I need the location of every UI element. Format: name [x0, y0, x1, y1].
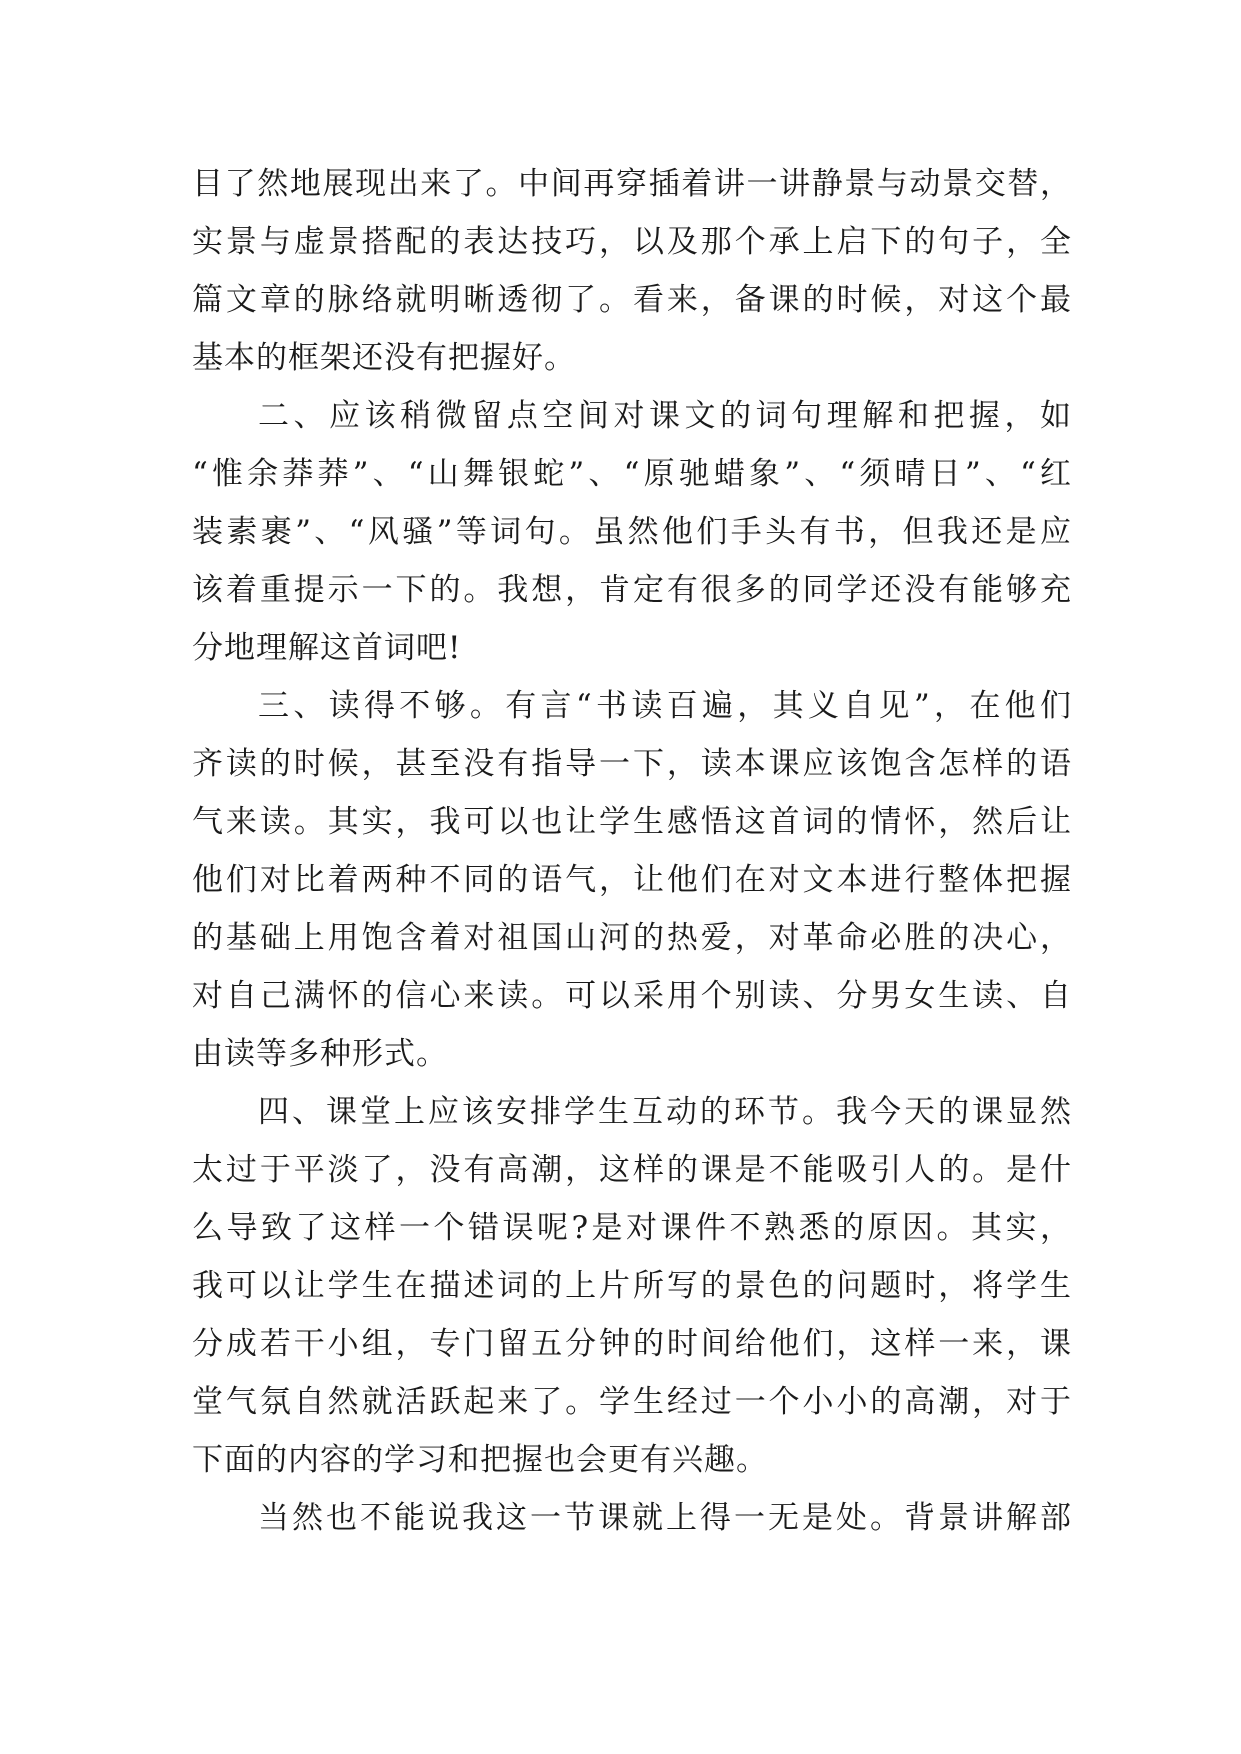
paragraph-start-line: 四、课堂上应该安排学生互动的环节。我今天的课显然 [258, 1094, 1072, 1130]
text-line: 我可以让学生在描述词的上片所写的景色的问题时，将学生 [192, 1268, 1072, 1304]
text-line: 堂气氛自然就活跃起来了。学生经过一个小小的高潮，对于 [192, 1384, 1072, 1420]
text-line: 该着重提示一下的。我想，肯定有很多的同学还没有能够充 [192, 572, 1072, 608]
text-line: 气来读。其实，我可以也让学生感悟这首词的情怀，然后让 [192, 804, 1072, 840]
text-line: 目了然地展现出来了。中间再穿插着讲一讲静景与动景交替， [192, 166, 1072, 202]
text-line: 齐读的时候，甚至没有指导一下，读本课应该饱含怎样的语 [192, 746, 1072, 782]
paragraph-start-line: 当然也不能说我这一节课就上得一无是处。背景讲解部 [258, 1500, 1072, 1536]
text-line: 的基础上用饱含着对祖国山河的热爱，对革命必胜的决心， [192, 920, 1072, 956]
text-line: 分地理解这首词吧! [192, 630, 462, 666]
text-line: 篇文章的脉络就明晰透彻了。看来，备课的时候，对这个最 [192, 282, 1072, 318]
paragraph-start-line: 三、读得不够。有言“书读百遍，其义自见”，在他们 [258, 688, 1072, 724]
text-line: 由读等多种形式。 [192, 1036, 448, 1072]
paragraph-start-line: 二、应该稍微留点空间对课文的词句理解和把握，如 [258, 398, 1072, 434]
text-line: 装素裹”、“风骚”等词句。虽然他们手头有书，但我还是应 [192, 514, 1072, 550]
text-line: 太过于平淡了，没有高潮，这样的课是不能吸引人的。是什 [192, 1152, 1072, 1188]
text-line: 对自己满怀的信心来读。可以采用个别读、分男女生读、自 [192, 978, 1072, 1014]
text-line: 他们对比着两种不同的语气，让他们在对文本进行整体把握 [192, 862, 1072, 898]
text-line: 么导致了这样一个错误呢?是对课件不熟悉的原因。其实， [192, 1210, 1072, 1246]
text-line: “惟余莽莽”、“山舞银蛇”、“原驰蜡象”、“须晴日”、“红 [192, 456, 1072, 492]
text-line: 实景与虚景搭配的表达技巧，以及那个承上启下的句子，全 [192, 224, 1072, 260]
text-line: 分成若干小组，专门留五分钟的时间给他们，这样一来，课 [192, 1326, 1072, 1362]
text-line: 基本的框架还没有把握好。 [192, 340, 576, 376]
text-line: 下面的内容的学习和把握也会更有兴趣。 [192, 1442, 768, 1478]
